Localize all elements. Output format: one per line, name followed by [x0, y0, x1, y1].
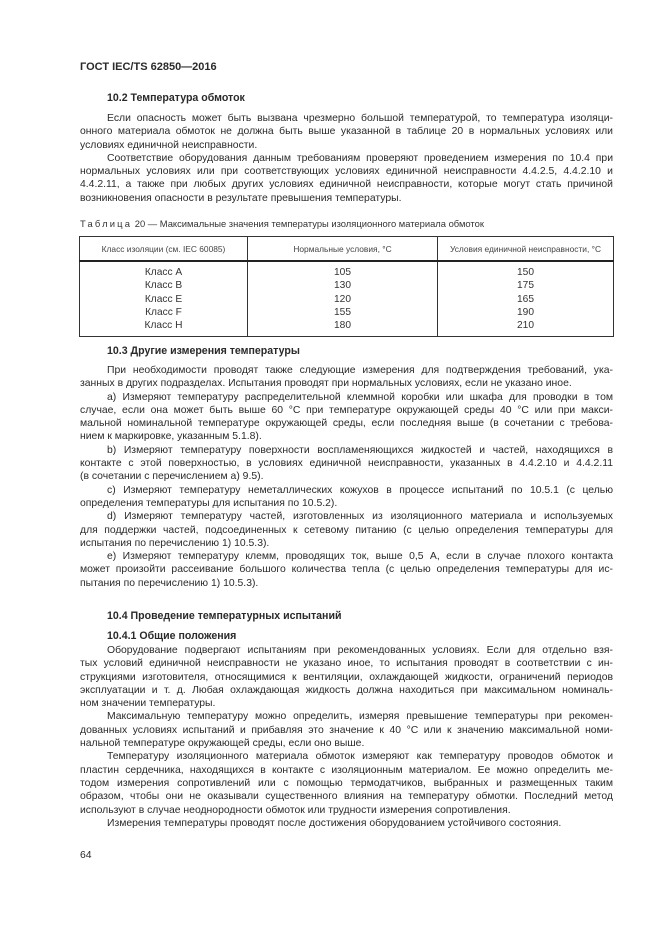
table-row	[80, 279, 614, 292]
table-cell: Класс Н	[80, 319, 248, 337]
text-line: случае, если она может быть выше 60 °С при температуре окружающей среды 40 °С или при макси-	[80, 404, 613, 416]
table-header-row	[80, 237, 614, 262]
table-caption-label: Таблица	[80, 218, 133, 229]
section-10-2-body	[80, 112, 613, 205]
temperature-table	[79, 236, 614, 337]
paragraph	[80, 112, 613, 152]
paragraph	[80, 550, 613, 590]
paragraph	[80, 510, 613, 550]
section-10-4-1-title: 10.4.1 Общие положения	[107, 630, 237, 642]
table-row	[80, 261, 614, 279]
paragraph	[80, 644, 613, 710]
section-10-2-title: 10.2 Температура обмоток	[107, 92, 245, 104]
paragraph	[80, 444, 613, 484]
table-cell: Класс F	[80, 306, 248, 319]
table-caption	[80, 217, 613, 230]
text-line: тодом измерения сопротивлений или с помощью термодатчиков, выбранных и размещенных таким	[80, 777, 613, 789]
text-line: условиях единичной неисправности.	[80, 139, 258, 151]
text-line: пытания по перечислению 1) 10.5.3).	[80, 577, 259, 589]
document-header: ГОСТ IEC/TS 62850—2016	[80, 61, 217, 73]
section-10-3-body	[80, 364, 613, 590]
text-line: эксплуатации и т. д. Любая охлаждающая жидкость должна находиться при максимальном номиналь-	[80, 684, 613, 696]
section-10-4-1-body	[80, 644, 613, 830]
column-header: Условия единичной неисправности, °С	[438, 237, 614, 262]
text-line: тых условий единичной неисправности не указано иное, то испытания проводят в соответствии с ин-	[80, 658, 613, 670]
text-line: Максимальную температуру можно определить, измеряя превышение температуры при рекомен-	[107, 711, 613, 723]
text-line: возникновения опасности в результате превышения температуры.	[80, 192, 402, 204]
text-line: может произойти рассеивание большого количества тепла (с целью определения температуры для ис-	[80, 564, 613, 576]
paragraph	[80, 364, 613, 391]
text-line: образом, чтобы они не оказывали существенного влияния на температуру обмотки. Последний метод	[80, 791, 613, 803]
text-line: 4.4.2.11, а также при любых других условиях единичной неисправности, которые могут стать причиной	[80, 179, 613, 191]
text-line: струкциями изготовителя, относящимися к вентиляции, охлаждающей жидкости, ограничений периодов	[80, 671, 613, 683]
table-cell: Класс Е	[80, 293, 248, 306]
column-header: Класс изоляции (см. IEC 60085)	[80, 237, 248, 262]
table-cell: 120	[248, 293, 438, 306]
section-10-3-title: 10.3 Другие измерения температуры	[107, 345, 300, 357]
table-row	[80, 293, 614, 306]
table-row	[80, 319, 614, 337]
paragraph	[80, 817, 613, 830]
section-10-4-title: 10.4 Проведение температурных испытаний	[107, 610, 342, 622]
table-cell: 155	[248, 306, 438, 319]
text-line: Соответствие оборудования данным требованиям проверяют проведением измерения по 10.4 при	[107, 152, 613, 164]
table-cell: 130	[248, 279, 438, 292]
table-cell: 150	[438, 261, 614, 279]
table-cell: 180	[248, 319, 438, 337]
text-line: b) Измеряют температуру поверхности воспламеняющихся жидкостей и частей, находящихся в	[107, 444, 613, 456]
table-caption-text: 20 — Максимальные значения температуры изоляционного материала обмоток	[132, 218, 484, 229]
text-line: мальной номинальной температуре окружающей среды, если последняя выше (в сочетании с требова-	[80, 418, 613, 430]
paragraph	[80, 750, 613, 816]
paragraph	[80, 484, 613, 511]
paragraph	[80, 391, 613, 444]
text-line: пластин сердечника, находящихся в контакте с изоляционным материалом. Ее можно определить ме-	[80, 764, 613, 776]
text-line: испытания по перечислению 1) 10.5.3).	[80, 537, 270, 549]
page-number: 64	[80, 850, 92, 861]
text-line: нальной температуре окружающей среды, если оно выше.	[80, 738, 365, 750]
text-line: d) Измеряют температуру частей, изготовленных из изоляционного материала и используемых	[107, 511, 613, 523]
text-line: Если опасность может быть вызвана чрезмерно большой температурой, то температура изоляци-	[107, 113, 613, 124]
text-line: онного материала обмоток не должна быть выше указанной в таблице 20 в нормальных условиях или	[80, 126, 613, 138]
table-cell: 190	[438, 306, 614, 319]
text-line: Температуру изоляционного материала обмоток измеряют как температуру проводов обмоток и	[107, 751, 613, 763]
table-cell: 165	[438, 293, 614, 306]
text-line: Оборудование подвергают испытаниям при рекомендованных условиях. Если для отдельно взя-	[107, 645, 613, 656]
table-cell: Класс А	[80, 261, 248, 279]
column-header: Нормальные условия, °С	[248, 237, 438, 262]
text-line: занных в других подразделах. Испытания проводят при нормальных условиях, если не указано иное.	[80, 378, 572, 390]
text-line: При необходимости проводят также следующие измерения для подтверждения требований, ука-	[107, 365, 613, 376]
text-line: нием к маркировке, указанным 5.1.8).	[80, 431, 262, 443]
text-line: дованных условиях испытаний и прибавляя это значение к 40 °С или к значению максимальной номи-	[80, 724, 613, 736]
table-cell: Класс В	[80, 279, 248, 292]
table-cell: 105	[248, 261, 438, 279]
text-line: используют в случае неоднородности обмоток или трудности измерения сопротивления.	[80, 804, 511, 816]
text-line: c) Измеряют температуру неметаллических кожухов в процессе испытаний по 10.5.1 (с целью	[107, 484, 613, 496]
paragraph	[80, 152, 613, 205]
table-row	[80, 306, 614, 319]
text-line: нормальных условиях или при соответствующих условиях единичной неисправности 4.4.2.5, 4.4.2.10 и	[80, 166, 613, 178]
table-cell: 210	[438, 319, 614, 337]
paragraph	[80, 710, 613, 750]
text-line: e) Измеряют температуру клемм, проводящих ток, выше 0,5 А, если в случае плохого контакта	[107, 551, 613, 563]
text-line: определения температуры для испытания по 10.5.2).	[80, 497, 338, 509]
text-line: ном значении температуры.	[80, 698, 216, 710]
text-line: a) Измеряют температуру распределительной клеммной коробки или шкафа для проводки в том	[107, 391, 613, 403]
text-line: контакте с этой поверхностью, в условиях единичной неисправности, указанных в 4.4.2.10 и 4.4.2.11	[80, 458, 613, 470]
table-cell: 175	[438, 279, 614, 292]
text-line: Измерения температуры проводят после достижения оборудованием устойчивого состояния.	[107, 817, 562, 829]
text-line: (в сочетании с перечислением а) 9.5).	[80, 471, 264, 483]
text-line: для поддержки частей, подсоединенных к сетевому питанию (с целью определения температуры для	[80, 524, 613, 536]
